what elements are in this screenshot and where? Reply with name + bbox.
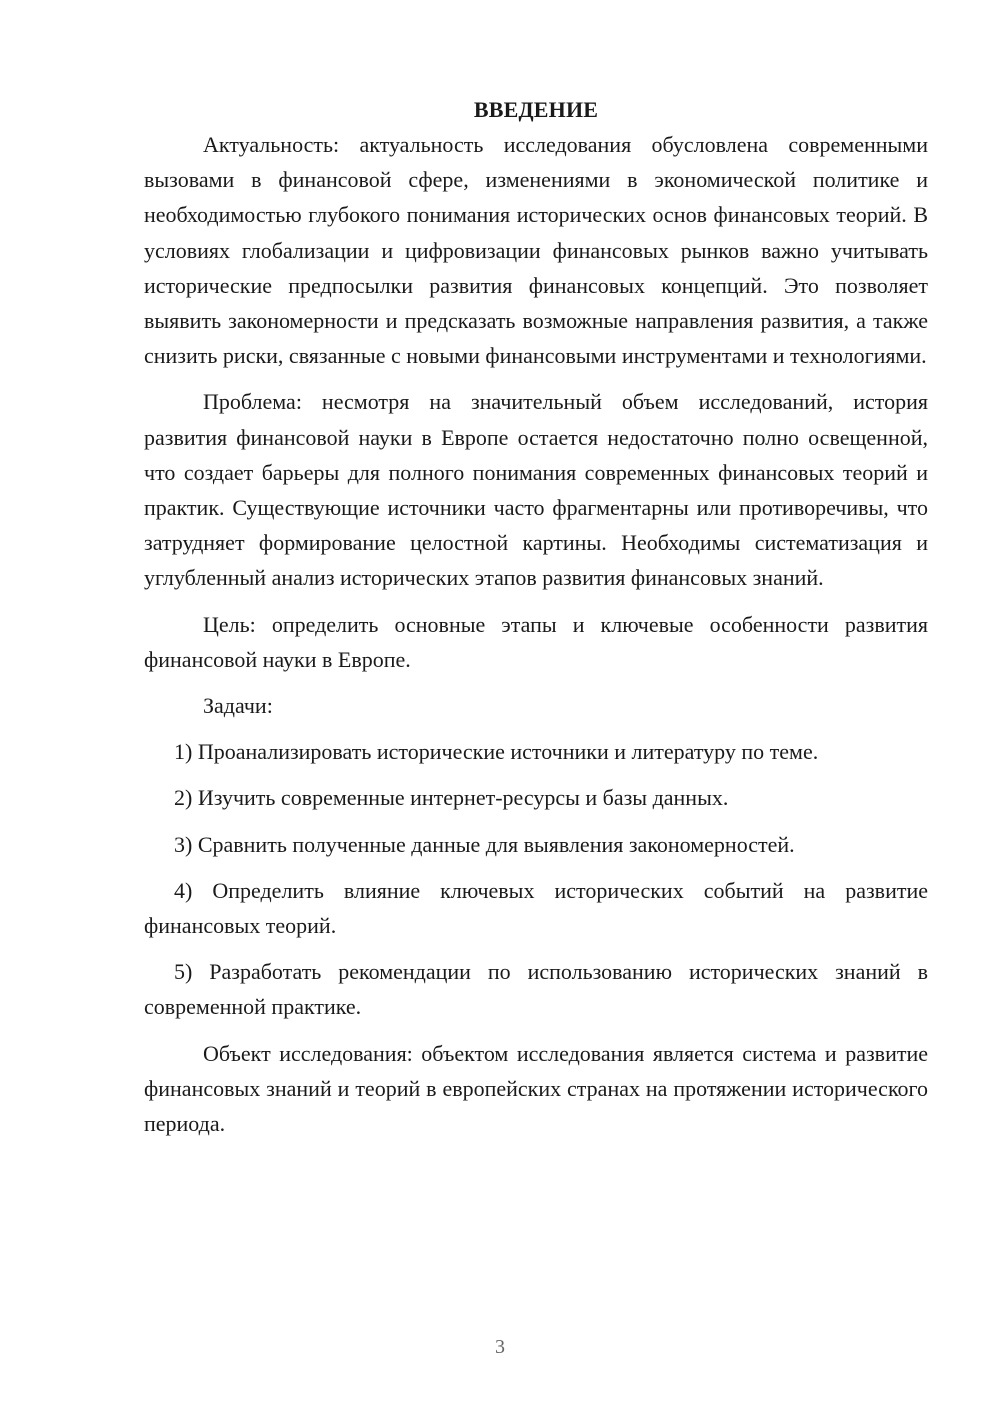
paragraph-relevance: Актуальность: актуальность исследования обусловлена современными вызовами в финансовой сфере, изменениями в экономической политике и необходимостью глубокого понимания исторических основ финансовых теорий. В условиях глобализации и цифровизации финансовых рынков важно учитывать исторические предпосылки развития финансовых концепций. Это позволяет выявить закономерности и предсказать возможные направления развития, а также снизить риски, связанные с новыми финансовыми инструментами и технологиями. xyxy=(144,132,928,369)
page-number: 3 xyxy=(495,1336,505,1358)
section-title: ВВЕДЕНИЕ xyxy=(473,97,599,122)
paragraph-problem: Проблема: несмотря на значительный объем исследований, история развития финансовой науки в Европе остается недостаточно полно освещенной, что создает барьеры для полного понимания современных финансовых теорий и практик. Существующие источники часто фрагментарны или противоречивы, что затрудняет формирование целостной картины. Необходимы систематизация и углубленный анализ исторических этапов развития финансовых знаний. xyxy=(144,389,928,591)
task-item-5: 5) Разработать рекомендации по использованию исторических знаний в современной практике. xyxy=(144,959,928,1020)
task-item-4: 4) Определить влияние ключевых исторических событий на развитие финансовых теорий. xyxy=(144,877,928,939)
tasks-heading: Задачи: xyxy=(203,693,273,719)
document-page xyxy=(144,92,928,1152)
paragraph-object: Объект исследования: объектом исследования является система и развитие финансовых знаний и теорий в европейских странах на протяжении исторического периода. xyxy=(144,1040,928,1137)
task-item-2: 2) Изучить современные интернет-ресурсы и базы данных. xyxy=(174,785,729,811)
task-item-3: 3) Сравнить полученные данные для выявления закономерностей. xyxy=(174,831,795,857)
paragraph-goal: Цель: определить основные этапы и ключевые особенности развития финансовой науки в Европе. xyxy=(144,611,928,672)
task-item-1: 1) Проанализировать исторические источники и литературу по теме. xyxy=(174,739,819,765)
